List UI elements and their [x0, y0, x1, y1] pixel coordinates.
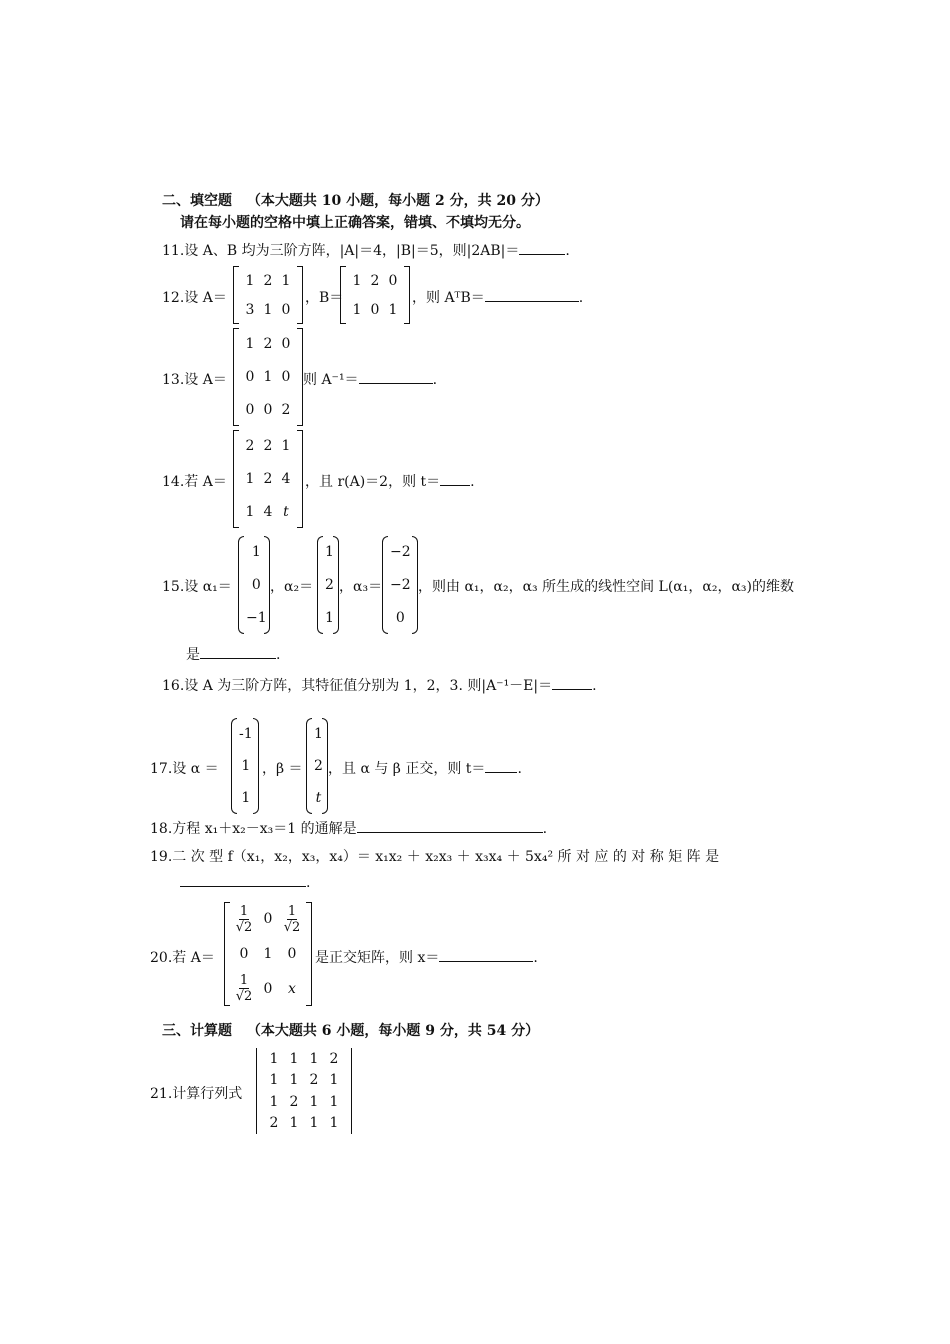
- matrix-cell: 1: [263, 945, 273, 962]
- q16-text: 设 A 为三阶方阵，其特征值分别为 1，2，3. 则|A⁻¹－E|＝: [184, 678, 553, 694]
- vector-entry: −2: [390, 576, 411, 593]
- question-20: [150, 947, 215, 967]
- vector-entry: 1: [325, 544, 334, 561]
- q15-vector-2: [317, 536, 339, 634]
- matrix-cell: 1: [329, 1093, 339, 1110]
- matrix-cell: x: [288, 980, 296, 997]
- vector-entry: 2: [325, 576, 334, 593]
- fraction-denominator: √2: [283, 919, 301, 935]
- q17-answer-blank: [485, 760, 517, 773]
- q17-vector-alpha-cells: [239, 718, 251, 814]
- q13-end: .: [432, 372, 438, 388]
- question-19: [150, 846, 719, 866]
- matrix-cell: t: [283, 503, 289, 520]
- q15-a2: ，α₂＝: [270, 579, 314, 595]
- q15-vector-2-cells: [325, 536, 334, 634]
- vector-entry: -1: [239, 726, 253, 742]
- matrix-cell: 1: [289, 1115, 299, 1132]
- q19-answer-blank: [180, 874, 306, 887]
- matrix-cell: 1: [269, 1093, 279, 1110]
- q16-number: 16.: [162, 678, 185, 694]
- q17-mid: ，β ＝: [262, 761, 303, 777]
- matrix-cell: 1: [352, 272, 362, 289]
- q14-tail: [305, 471, 475, 491]
- q16-answer-blank: [552, 677, 592, 690]
- question-21: [150, 1083, 242, 1103]
- question-11: [162, 240, 570, 260]
- matrix-cell: 2: [309, 1072, 319, 1089]
- question-17: [150, 758, 219, 778]
- matrix-cell: 2: [263, 438, 273, 455]
- q14-post: ，且 r(A)＝2，则 t＝: [305, 474, 441, 490]
- vector-entry: t: [315, 790, 322, 806]
- matrix-cell: 2: [269, 1115, 279, 1132]
- fraction-denominator: √2: [235, 919, 253, 935]
- q17-tail: [328, 758, 522, 778]
- matrix-cell: 4: [281, 470, 291, 487]
- section2-instruction: 请在每小题的空格中填上正确答案，错填、不填均无分。: [180, 215, 530, 231]
- q17-vector-beta-cells: [314, 718, 323, 814]
- fraction: [236, 905, 253, 934]
- question-12: [162, 287, 227, 307]
- q15-answer-blank: [200, 646, 276, 659]
- q18-answer-blank: [357, 820, 543, 833]
- matrix-cell: 1: [245, 470, 255, 487]
- vector-entry: 2: [314, 758, 323, 774]
- matrix-cell: 0: [263, 980, 273, 997]
- question-13: [162, 369, 227, 389]
- q19-line2: [180, 874, 310, 891]
- q20-pre: 若 A＝: [172, 950, 215, 966]
- matrix-cell: 2: [263, 470, 273, 487]
- q12-end: .: [578, 290, 584, 306]
- q15-vector-3: [382, 536, 418, 634]
- q12-tail: [412, 287, 583, 307]
- q12-answer-blank: [485, 289, 579, 302]
- question-16: [162, 675, 597, 695]
- q20-end: .: [533, 950, 538, 966]
- matrix-cell: 0: [245, 401, 255, 418]
- matrix-cell: [232, 971, 256, 1006]
- matrix-cell: 2: [263, 336, 273, 353]
- matrix-cell: 2: [245, 438, 255, 455]
- vector-entry: 1: [241, 790, 251, 806]
- matrix-cell: 1: [309, 1050, 319, 1067]
- section2-note: （本大题共 10 小题，每小题 2 分，共 20 分）: [246, 193, 549, 209]
- q13-tail: [303, 369, 437, 389]
- matrix-cell: [232, 902, 256, 937]
- q12-matrix-b: [340, 266, 410, 324]
- section2-title: 二、填空题: [162, 193, 232, 209]
- matrix-cell: 1: [309, 1093, 319, 1110]
- fraction: [236, 974, 253, 1003]
- q17-post: ，且 α 与 β 正交，则 t＝: [328, 761, 486, 777]
- matrix-cell: 0: [370, 301, 380, 318]
- q20-post: 是正交矩阵，则 x＝: [315, 950, 440, 966]
- matrix-cell: 0: [281, 368, 291, 385]
- q12-matrix-a-cells: [241, 266, 295, 324]
- matrix-cell: 1: [388, 301, 398, 318]
- q19-text: 二 次 型 f（x₁，x₂，x₃，x₄）＝ x₁x₂ ＋ x₂x₃ ＋ x₃x₄ ＋ 5x₄² 所 对 应 的 对 称 矩 阵 是: [172, 849, 720, 865]
- q12-pre: 设 A＝: [184, 290, 227, 306]
- section3-title: 三、计算题: [162, 1023, 232, 1039]
- matrix-cell: 0: [263, 401, 273, 418]
- matrix-cell: 2: [329, 1050, 339, 1067]
- matrix-cell: 1: [269, 1072, 279, 1089]
- q17-number: 17.: [150, 761, 173, 777]
- matrix-cell: 1: [329, 1072, 339, 1089]
- matrix-cell: 1: [289, 1050, 299, 1067]
- matrix-cell: 0: [239, 945, 249, 962]
- q15-vector-1: [238, 536, 270, 634]
- matrix-cell: 1: [245, 336, 255, 353]
- matrix-cell: 1: [245, 503, 255, 520]
- question-15: [162, 576, 232, 596]
- matrix-cell: 1: [309, 1115, 319, 1132]
- q19-number: 19.: [150, 849, 173, 865]
- q11-end: .: [565, 243, 570, 259]
- matrix-cell: 1: [263, 368, 273, 385]
- q13-matrix-a: [233, 328, 303, 426]
- q20-matrix-a-cells: [232, 902, 304, 1006]
- q20-matrix-a: [224, 902, 312, 1006]
- q12-post: ，则 AᵀB＝: [412, 290, 485, 306]
- fraction-numerator: 1: [239, 903, 249, 919]
- vector-entry: −1: [246, 609, 267, 626]
- vector-entry: 1: [251, 544, 261, 561]
- vector-entry: 1: [325, 609, 334, 626]
- q17-end: .: [517, 761, 522, 777]
- q20-number: 20.: [150, 950, 173, 966]
- matrix-cell: 1: [269, 1050, 279, 1067]
- q12-matrix-b-cells: [348, 266, 402, 324]
- matrix-cell: 1: [329, 1115, 339, 1132]
- question-14: [162, 471, 227, 491]
- matrix-cell: 2: [370, 272, 380, 289]
- matrix-cell: [280, 902, 304, 937]
- q15-post: ，则由 α₁，α₂，α₃ 所生成的线性空间 L(α₁，α₂，α₃)的维数: [418, 579, 794, 595]
- q13-matrix-a-cells: [241, 328, 295, 426]
- q14-answer-blank: [440, 473, 470, 486]
- vector-entry: 0: [251, 576, 261, 593]
- q12-mid: ，B＝: [305, 290, 344, 306]
- section3-header: [162, 1020, 539, 1040]
- matrix-cell: 1: [352, 301, 362, 318]
- q17-vector-beta: [306, 718, 328, 814]
- q12-number: 12.: [162, 290, 185, 306]
- section3-note: （本大题共 6 小题，每小题 9 分，共 54 分）: [246, 1023, 540, 1039]
- q21-number: 21.: [150, 1086, 173, 1102]
- q15-a3: ，α₃＝: [339, 579, 383, 595]
- matrix-cell: 2: [281, 401, 291, 418]
- q13-pre: 设 A＝: [184, 372, 227, 388]
- matrix-cell: 2: [289, 1093, 299, 1110]
- q15-vector-3-cells: [390, 536, 410, 634]
- vector-entry: 1: [241, 758, 251, 774]
- matrix-cell: 4: [263, 503, 273, 520]
- q11-number: 11.: [162, 243, 185, 259]
- q14-pre: 若 A＝: [184, 474, 227, 490]
- fraction-numerator: 1: [287, 903, 297, 919]
- q20-tail: [315, 947, 538, 967]
- q20-answer-blank: [439, 949, 533, 962]
- question-18: [150, 818, 547, 838]
- q15-line2: [186, 644, 280, 664]
- matrix-cell: 0: [281, 301, 291, 318]
- matrix-cell: 3: [245, 301, 255, 318]
- matrix-cell: 0: [245, 368, 255, 385]
- q13-answer-blank: [359, 371, 433, 384]
- q21-determinant-cells: [264, 1048, 344, 1134]
- matrix-cell: 0: [388, 272, 398, 289]
- q13-number: 13.: [162, 372, 185, 388]
- q18-number: 18.: [150, 821, 173, 837]
- q21-determinant: [256, 1048, 352, 1134]
- q19-end: .: [306, 875, 311, 891]
- vector-entry: −2: [390, 544, 411, 561]
- q21-text: 计算行列式: [172, 1086, 243, 1102]
- q15-end: .: [276, 647, 281, 663]
- q18-text: 方程 x₁＋x₂－x₃＝1 的通解是: [172, 821, 357, 837]
- matrix-cell: 0: [287, 945, 297, 962]
- q12-matrix-a: [233, 266, 303, 324]
- q17-vector-alpha: [231, 718, 259, 814]
- vector-entry: 1: [314, 726, 323, 742]
- fraction-numerator: 1: [239, 973, 249, 989]
- q14-number: 14.: [162, 474, 185, 490]
- q16-end: .: [592, 678, 597, 694]
- matrix-cell: 1: [289, 1072, 299, 1089]
- fraction: [284, 905, 301, 934]
- matrix-cell: 1: [281, 438, 291, 455]
- q15-pre: 设 α₁＝: [184, 579, 232, 595]
- vector-entry: 0: [395, 609, 405, 626]
- q17-pre: 设 α ＝: [172, 761, 219, 777]
- q11-answer-blank: [519, 242, 565, 255]
- q14-end: .: [470, 474, 475, 490]
- matrix-cell: 1: [281, 272, 291, 289]
- matrix-cell: 1: [263, 301, 273, 318]
- matrix-cell: 1: [245, 272, 255, 289]
- q13-post: 则 A⁻¹＝: [303, 372, 359, 388]
- fraction-denominator: √2: [235, 989, 253, 1005]
- q18-end: .: [542, 821, 548, 837]
- q14-matrix-a: [233, 430, 303, 528]
- q15-number: 15.: [162, 579, 185, 595]
- q15-line2-text: 是: [186, 647, 200, 663]
- matrix-cell: 0: [263, 911, 273, 928]
- q14-matrix-a-cells: [241, 430, 295, 528]
- q15-vector-1-cells: [246, 536, 267, 634]
- matrix-cell: 0: [281, 336, 291, 353]
- matrix-cell: 2: [263, 272, 273, 289]
- section2-header: [162, 190, 549, 210]
- q11-text: 设 A、B 均为三阶方阵，|A|＝4，|B|＝5，则|2AB|＝: [184, 243, 520, 259]
